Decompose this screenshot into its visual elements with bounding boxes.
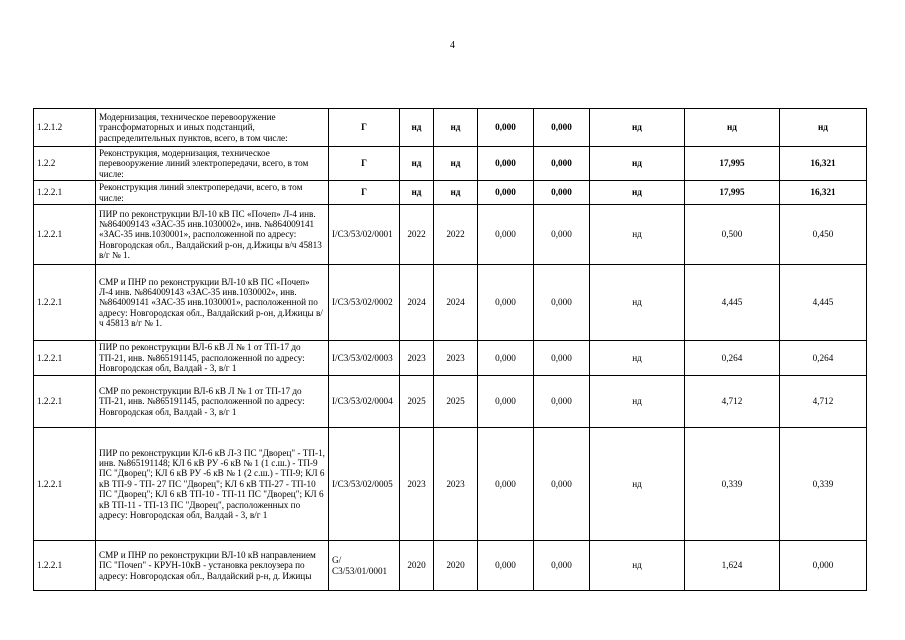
row-name-cell: СМР по реконструкции ВЛ-6 кВ Л № 1 от ТП-17 до ТП-21, инв. №865191145, расположенной по адресу: Новгородская обл, Валдай - 3, в/г 1 [96, 376, 329, 428]
row-number-cell: 1.2.2.1 [34, 428, 96, 541]
row-year-end-cell: 2023 [434, 341, 478, 376]
investment-table [33, 108, 867, 591]
row-value-3-cell: нд [590, 147, 685, 181]
row-number-cell: 1.2.2.1 [34, 181, 96, 205]
table-row [34, 341, 867, 376]
row-number-cell: 1.2.2.1 [34, 541, 96, 591]
table-row [34, 541, 867, 591]
table-row [34, 205, 867, 265]
row-id-cell: I/С3/53/02/0001 [329, 205, 400, 265]
row-year-start-cell: 2024 [400, 265, 434, 341]
row-name-cell: ПИР по реконструкции КЛ-6 кВ Л-3 ПС "Дворец" - ТП-1, инв. №865191148; КЛ 6 кВ РУ -6 кВ № 1 (1 с.ш.) - ТП-9 ПС "Дворец"; КЛ 6 кВ РУ -6 кВ № 1 (2 с.ш.) - ТП-9; КЛ 6 кВ ТП-9 - ТП- 27 ПС "Дворец"; КЛ 6 кВ ТП-27 - ТП-10 ПС "Дворец"; КЛ 6 кВ ТП-10 - ТП-11 ПС "Дворец"; КЛ 6 кВ ТП-11 - ТП-13 ПС "Дворец", расположенных по адресу: Новгородская обл, Валдай - 3, в/г 1 [96, 428, 329, 541]
row-value-1-cell: 0,000 [478, 205, 534, 265]
row-year-end-cell: нд [434, 109, 478, 147]
row-value-4-cell: 0,500 [685, 205, 780, 265]
row-value-1-cell: 0,000 [478, 181, 534, 205]
row-year-start-cell: 2023 [400, 341, 434, 376]
row-value-4-cell: 0,264 [685, 341, 780, 376]
page-number: 4 [450, 40, 455, 51]
row-value-4-cell: 4,712 [685, 376, 780, 428]
row-name-cell: ПИР по реконструкции ВЛ-6 кВ Л № 1 от ТП-17 до ТП-21, инв. №865191145, расположенной по адресу: Новгородская обл, Валдай - 3, в/г 1 [96, 341, 329, 376]
row-value-1-cell: 0,000 [478, 541, 534, 591]
row-id-cell: I/С3/53/02/0004 [329, 376, 400, 428]
row-value-5-cell: 4,712 [780, 376, 867, 428]
row-year-start-cell: нд [400, 109, 434, 147]
row-name-cell: Реконструкция, модернизация, техническое перевооружение линий электропередачи, всего, в том числе: [96, 147, 329, 181]
table-row [34, 109, 867, 147]
row-value-2-cell: 0,000 [534, 205, 590, 265]
row-value-3-cell: нд [590, 428, 685, 541]
row-value-1-cell: 0,000 [478, 147, 534, 181]
row-value-4-cell: 17,995 [685, 181, 780, 205]
row-name-cell: Реконструкция линий электропередачи, всего, в том числе: [96, 181, 329, 205]
row-value-4-cell: нд [685, 109, 780, 147]
row-year-start-cell: 2025 [400, 376, 434, 428]
row-value-3-cell: нд [590, 109, 685, 147]
row-value-1-cell: 0,000 [478, 109, 534, 147]
table-row [34, 181, 867, 205]
row-value-3-cell: нд [590, 541, 685, 591]
row-value-2-cell: 0,000 [534, 265, 590, 341]
row-year-end-cell: нд [434, 147, 478, 181]
row-value-1-cell: 0,000 [478, 265, 534, 341]
row-name-cell: СМР и ПНР по реконструкции ВЛ-10 кВ направлением ПС "Почеп" - КРУН-10кВ - установка реклоузера по адресу: Новгородская обл., Валдайский р-н, д. Ижицы [96, 541, 329, 591]
row-value-2-cell: 0,000 [534, 109, 590, 147]
row-name-cell: ПИР по реконструкции ВЛ-10 кВ ПС «Почеп» Л-4 инв. №864009143 «ЗАС-35 инв.1030002», инв. №864009141 «ЗАС-35 инв.1030001», расположенной по адресу: Новгородская обл., Валдайский р-он, д.Ижицы в/ч 45813 в/г № 1. [96, 205, 329, 265]
row-value-5-cell: 16,321 [780, 181, 867, 205]
row-value-2-cell: 0,000 [534, 541, 590, 591]
row-name-cell: СМР и ПНР по реконструкции ВЛ-10 кВ ПС «Почеп» Л-4 инв. №864009143 «ЗАС-35 инв.1030002», инв. №864009141 «ЗАС-35 инв.1030001», расположенной по адресу: Новгородская обл., Валдайский р-он, д.Ижицы в/ч 45813 в/г № 1. [96, 265, 329, 341]
row-year-end-cell: 2024 [434, 265, 478, 341]
row-value-4-cell: 1,624 [685, 541, 780, 591]
row-value-4-cell: 17,995 [685, 147, 780, 181]
row-value-3-cell: нд [590, 205, 685, 265]
row-number-cell: 1.2.2.1 [34, 205, 96, 265]
row-value-3-cell: нд [590, 376, 685, 428]
row-id-cell: I/С3/53/02/0002 [329, 265, 400, 341]
row-value-1-cell: 0,000 [478, 341, 534, 376]
row-name-cell: Модернизация, техническое перевооружение трансформаторных и иных подстанций, распределительных пунктов, всего, в том числе: [96, 109, 329, 147]
table-row [34, 428, 867, 541]
row-year-end-cell: нд [434, 181, 478, 205]
row-year-end-cell: 2023 [434, 428, 478, 541]
table-row [34, 376, 867, 428]
row-id-cell: Г [329, 109, 400, 147]
row-value-3-cell: нд [590, 265, 685, 341]
row-year-end-cell: 2022 [434, 205, 478, 265]
row-value-3-cell: нд [590, 181, 685, 205]
row-id-cell: I/С3/53/02/0005 [329, 428, 400, 541]
row-value-2-cell: 0,000 [534, 341, 590, 376]
row-number-cell: 1.2.1.2 [34, 109, 96, 147]
row-id-cell: Г [329, 147, 400, 181]
row-number-cell: 1.2.2.1 [34, 265, 96, 341]
row-value-5-cell: 0,000 [780, 541, 867, 591]
row-year-end-cell: 2025 [434, 376, 478, 428]
row-value-5-cell: нд [780, 109, 867, 147]
row-id-cell: G/С3/53/01/0001 [329, 541, 400, 591]
row-value-2-cell: 0,000 [534, 376, 590, 428]
row-value-5-cell: 0,450 [780, 205, 867, 265]
row-value-4-cell: 0,339 [685, 428, 780, 541]
row-id-cell: I/С3/53/02/0003 [329, 341, 400, 376]
row-value-5-cell: 0,264 [780, 341, 867, 376]
row-number-cell: 1.2.2.1 [34, 376, 96, 428]
row-value-4-cell: 4,445 [685, 265, 780, 341]
row-value-2-cell: 0,000 [534, 181, 590, 205]
row-value-1-cell: 0,000 [478, 428, 534, 541]
row-value-5-cell: 16,321 [780, 147, 867, 181]
row-value-3-cell: нд [590, 341, 685, 376]
row-value-5-cell: 4,445 [780, 265, 867, 341]
table-row [34, 265, 867, 341]
row-value-2-cell: 0,000 [534, 428, 590, 541]
row-value-2-cell: 0,000 [534, 147, 590, 181]
row-year-end-cell: 2020 [434, 541, 478, 591]
row-year-start-cell: нд [400, 181, 434, 205]
row-year-start-cell: 2023 [400, 428, 434, 541]
row-value-5-cell: 0,339 [780, 428, 867, 541]
row-number-cell: 1.2.2.1 [34, 341, 96, 376]
row-year-start-cell: 2022 [400, 205, 434, 265]
table-row [34, 147, 867, 181]
row-year-start-cell: 2020 [400, 541, 434, 591]
row-year-start-cell: нд [400, 147, 434, 181]
row-number-cell: 1.2.2 [34, 147, 96, 181]
row-id-cell: Г [329, 181, 400, 205]
row-value-1-cell: 0,000 [478, 376, 534, 428]
